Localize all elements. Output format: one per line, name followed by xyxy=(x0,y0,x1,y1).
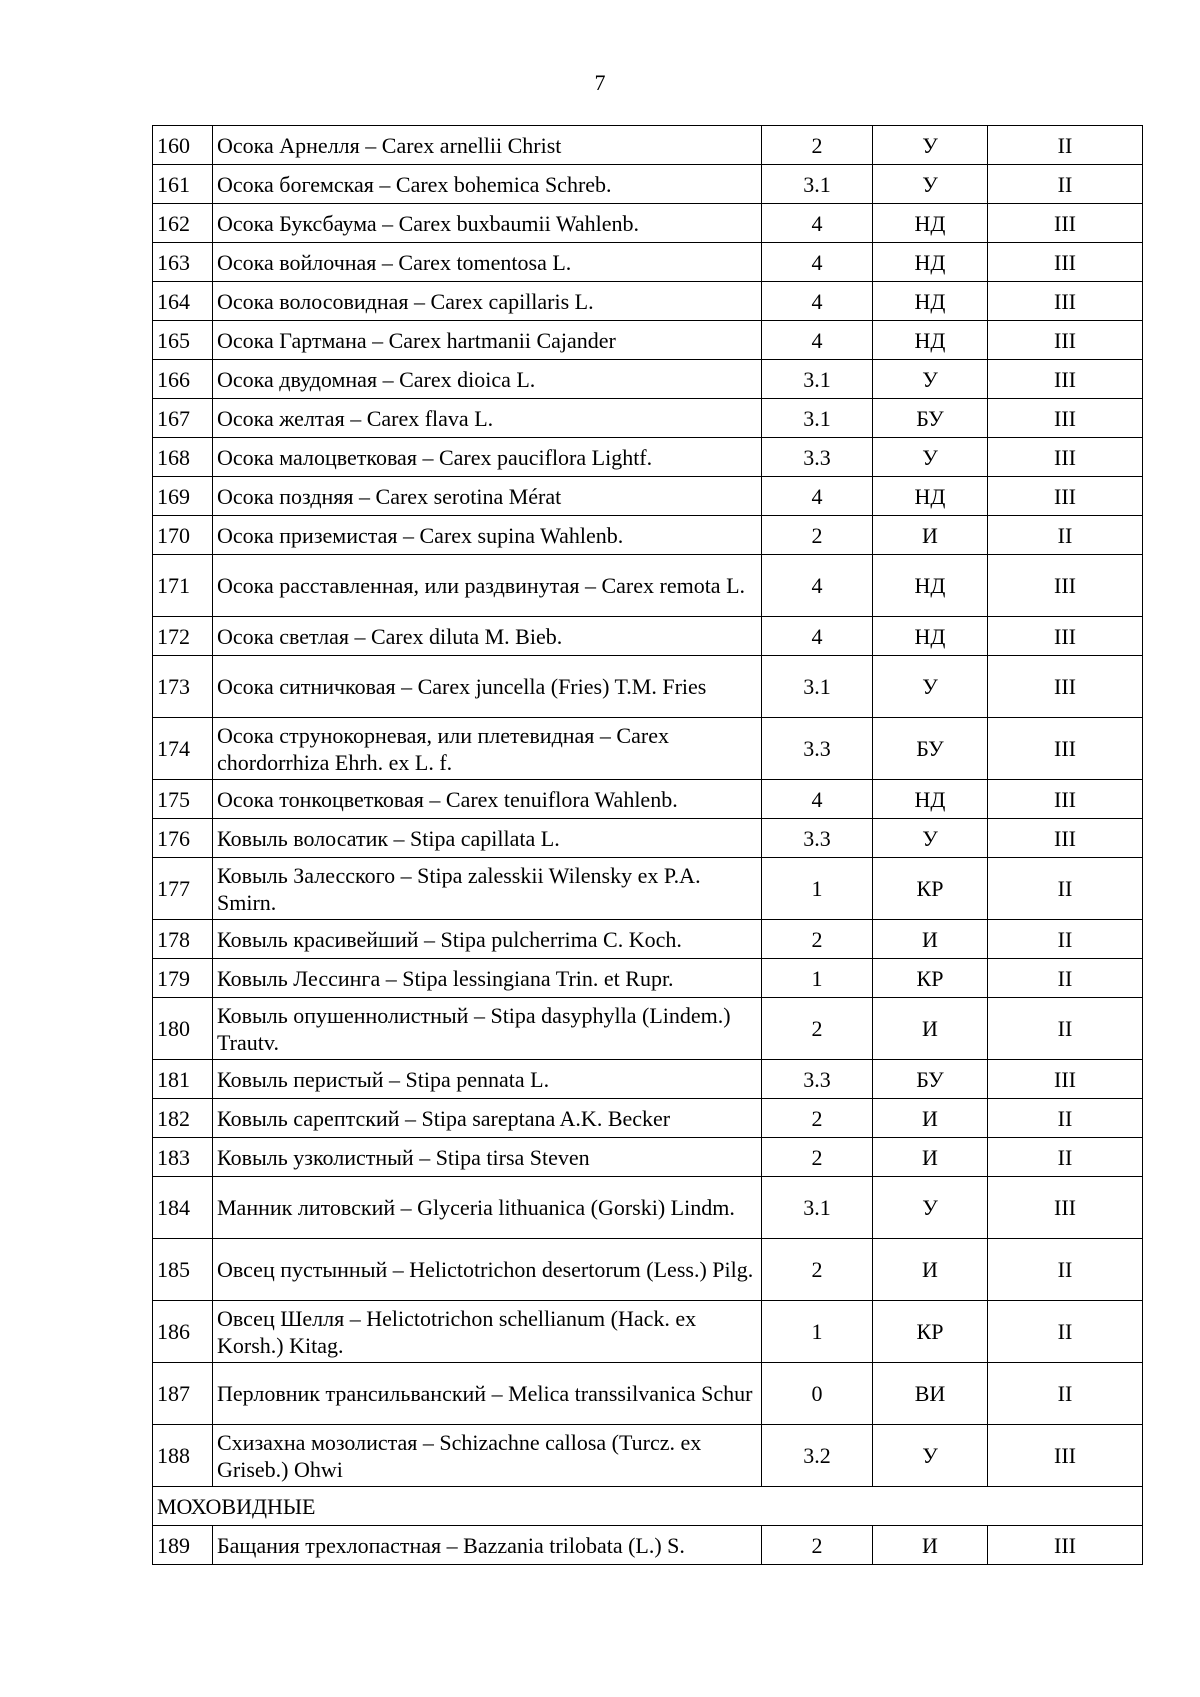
row-number: 180 xyxy=(153,998,213,1060)
priority-cell: II xyxy=(988,516,1143,555)
table-row xyxy=(153,1363,1143,1425)
species-name: Ковыль опушеннолистный – Stipa dasyphylla (Lindem.) Trautv. xyxy=(213,998,762,1060)
species-name: Осока приземистая – Carex supina Wahlenb. xyxy=(213,516,762,555)
table-row xyxy=(153,399,1143,438)
table-row xyxy=(153,438,1143,477)
row-number: 174 xyxy=(153,718,213,780)
page-number: 7 xyxy=(594,70,606,95)
priority-cell: III xyxy=(988,204,1143,243)
category-cell: 0 xyxy=(762,1363,873,1425)
category-cell: 3.2 xyxy=(762,1425,873,1487)
row-number: 187 xyxy=(153,1363,213,1425)
table-row xyxy=(153,998,1143,1060)
category-cell: 3.1 xyxy=(762,1177,873,1239)
table-row xyxy=(153,819,1143,858)
category-cell: 4 xyxy=(762,243,873,282)
category-cell: 2 xyxy=(762,1138,873,1177)
species-name: Осока ситничковая – Carex juncella (Fries) T.M. Fries xyxy=(213,656,762,718)
priority-cell: II xyxy=(988,1138,1143,1177)
priority-cell: II xyxy=(988,126,1143,165)
status-cell: И xyxy=(873,920,988,959)
category-cell: 3.1 xyxy=(762,399,873,438)
row-number: 166 xyxy=(153,360,213,399)
priority-cell: III xyxy=(988,1425,1143,1487)
status-cell: И xyxy=(873,1526,988,1565)
table-row xyxy=(153,1425,1143,1487)
status-cell: НД xyxy=(873,555,988,617)
category-cell: 4 xyxy=(762,321,873,360)
row-number: 170 xyxy=(153,516,213,555)
category-cell: 4 xyxy=(762,204,873,243)
species-name: Осока волосовидная – Carex capillaris L. xyxy=(213,282,762,321)
category-cell: 4 xyxy=(762,780,873,819)
table-row xyxy=(153,920,1143,959)
species-name: Осока войлочная – Carex tomentosa L. xyxy=(213,243,762,282)
table-row xyxy=(153,1099,1143,1138)
priority-cell: III xyxy=(988,321,1143,360)
status-cell: У xyxy=(873,1177,988,1239)
species-name: Манник литовский – Glyceria lithuanica (Gorski) Lindm. xyxy=(213,1177,762,1239)
category-cell: 3.1 xyxy=(762,360,873,399)
priority-cell: II xyxy=(988,920,1143,959)
status-cell: У xyxy=(873,656,988,718)
row-number: 168 xyxy=(153,438,213,477)
species-name: Осока Гартмана – Carex hartmanii Cajander xyxy=(213,321,762,360)
species-name: Ковыль сарептский – Stipa sareptana A.K. Becker xyxy=(213,1099,762,1138)
priority-cell: III xyxy=(988,819,1143,858)
priority-cell: II xyxy=(988,1363,1143,1425)
status-cell: У xyxy=(873,438,988,477)
row-number: 161 xyxy=(153,165,213,204)
category-cell: 4 xyxy=(762,282,873,321)
row-number: 172 xyxy=(153,617,213,656)
category-cell: 3.1 xyxy=(762,656,873,718)
table-row xyxy=(153,243,1143,282)
priority-cell: II xyxy=(988,858,1143,920)
table-row xyxy=(153,126,1143,165)
table-row xyxy=(153,617,1143,656)
category-cell: 3.3 xyxy=(762,718,873,780)
status-cell: И xyxy=(873,998,988,1060)
status-cell: У xyxy=(873,126,988,165)
status-cell: У xyxy=(873,819,988,858)
status-cell: И xyxy=(873,1138,988,1177)
priority-cell: II xyxy=(988,998,1143,1060)
priority-cell: III xyxy=(988,1177,1143,1239)
table-row xyxy=(153,1177,1143,1239)
status-cell: НД xyxy=(873,204,988,243)
table-row xyxy=(153,516,1143,555)
priority-cell: III xyxy=(988,360,1143,399)
status-cell: КР xyxy=(873,959,988,998)
species-name: Овсец Шелля – Helictotrichon schellianum (Hack. ex Korsh.) Kitag. xyxy=(213,1301,762,1363)
species-name: Ковыль Лессинга – Stipa lessingiana Trin. et Rupr. xyxy=(213,959,762,998)
status-cell: ВИ xyxy=(873,1363,988,1425)
table-row xyxy=(153,282,1143,321)
category-cell: 1 xyxy=(762,959,873,998)
status-cell: НД xyxy=(873,780,988,819)
row-number: 167 xyxy=(153,399,213,438)
status-cell: НД xyxy=(873,243,988,282)
priority-cell: III xyxy=(988,282,1143,321)
row-number: 183 xyxy=(153,1138,213,1177)
row-number: 182 xyxy=(153,1099,213,1138)
priority-cell: III xyxy=(988,438,1143,477)
row-number: 177 xyxy=(153,858,213,920)
species-name: Осока тонкоцветковая – Carex tenuiflora Wahlenb. xyxy=(213,780,762,819)
priority-cell: II xyxy=(988,1301,1143,1363)
priority-cell: III xyxy=(988,1526,1143,1565)
row-number: 162 xyxy=(153,204,213,243)
priority-cell: II xyxy=(988,1099,1143,1138)
priority-cell: II xyxy=(988,165,1143,204)
category-cell: 4 xyxy=(762,555,873,617)
status-cell: НД xyxy=(873,617,988,656)
table-row xyxy=(153,780,1143,819)
species-name: Ковыль узколистный – Stipa tirsa Steven xyxy=(213,1138,762,1177)
row-number: 173 xyxy=(153,656,213,718)
species-name: Ковыль красивейший – Stipa pulcherrima C. Koch. xyxy=(213,920,762,959)
table-row xyxy=(153,959,1143,998)
species-name: Осока поздняя – Carex serotina Mérat xyxy=(213,477,762,516)
species-name: Осока богемская – Carex bohemica Schreb. xyxy=(213,165,762,204)
priority-cell: III xyxy=(988,780,1143,819)
category-cell: 2 xyxy=(762,1526,873,1565)
table-row xyxy=(153,1526,1143,1565)
status-cell: У xyxy=(873,360,988,399)
table-row xyxy=(153,1060,1143,1099)
status-cell: НД xyxy=(873,321,988,360)
status-cell: И xyxy=(873,516,988,555)
priority-cell: II xyxy=(988,1239,1143,1301)
row-number: 178 xyxy=(153,920,213,959)
status-cell: НД xyxy=(873,477,988,516)
category-cell: 4 xyxy=(762,477,873,516)
row-number: 176 xyxy=(153,819,213,858)
status-cell: КР xyxy=(873,858,988,920)
priority-cell: III xyxy=(988,477,1143,516)
species-name: Ковыль волосатик – Stipa capillata L. xyxy=(213,819,762,858)
table-row xyxy=(153,204,1143,243)
row-number: 175 xyxy=(153,780,213,819)
species-name: Осока желтая – Carex flava L. xyxy=(213,399,762,438)
category-cell: 3.3 xyxy=(762,438,873,477)
table-row xyxy=(153,321,1143,360)
category-cell: 2 xyxy=(762,920,873,959)
species-name: Осока расставленная, или раздвинутая – Carex remota L. xyxy=(213,555,762,617)
row-number: 163 xyxy=(153,243,213,282)
category-cell: 2 xyxy=(762,126,873,165)
status-cell: У xyxy=(873,165,988,204)
priority-cell: III xyxy=(988,1060,1143,1099)
table-row xyxy=(153,1239,1143,1301)
table-row xyxy=(153,360,1143,399)
category-cell: 2 xyxy=(762,1239,873,1301)
species-name: Овсец пустынный – Helictotrichon desertorum (Less.) Pilg. xyxy=(213,1239,762,1301)
row-number: 188 xyxy=(153,1425,213,1487)
status-cell: И xyxy=(873,1239,988,1301)
priority-cell: III xyxy=(988,243,1143,282)
category-cell: 2 xyxy=(762,998,873,1060)
table-row xyxy=(153,477,1143,516)
row-number: 186 xyxy=(153,1301,213,1363)
status-cell: КР xyxy=(873,1301,988,1363)
priority-cell: III xyxy=(988,617,1143,656)
species-name: Осока двудомная – Carex dioica L. xyxy=(213,360,762,399)
priority-cell: III xyxy=(988,555,1143,617)
row-number: 169 xyxy=(153,477,213,516)
table-row xyxy=(153,718,1143,780)
table-row xyxy=(153,165,1143,204)
row-number: 165 xyxy=(153,321,213,360)
category-cell: 4 xyxy=(762,617,873,656)
table-row xyxy=(153,656,1143,718)
species-name: Ковыль перистый – Stipa pennata L. xyxy=(213,1060,762,1099)
status-cell: БУ xyxy=(873,1060,988,1099)
species-name: Осока струнокорневая, или плетевидная – Carex chordorrhiza Ehrh. ex L. f. xyxy=(213,718,762,780)
priority-cell: II xyxy=(988,959,1143,998)
species-name: Схизахна мозолистая – Schizachne callosa (Turcz. ex Griseb.) Ohwi xyxy=(213,1425,762,1487)
table-row xyxy=(153,1138,1143,1177)
priority-cell: III xyxy=(988,656,1143,718)
row-number: 181 xyxy=(153,1060,213,1099)
species-name: Бащания трехлопастная – Bazzania trilobata (L.) S. xyxy=(213,1526,762,1565)
table-row xyxy=(153,1301,1143,1363)
category-cell: 1 xyxy=(762,1301,873,1363)
table-row xyxy=(153,858,1143,920)
species-name: Перловник трансильванский – Melica transsilvanica Schur xyxy=(213,1363,762,1425)
status-cell: БУ xyxy=(873,718,988,780)
species-name: Осока малоцветковая – Carex pauciflora Lightf. xyxy=(213,438,762,477)
species-name: Осока Арнелля – Carex arnellii Christ xyxy=(213,126,762,165)
species-name: Ковыль Залесского – Stipa zalesskii Wilensky ex P.A. Smirn. xyxy=(213,858,762,920)
category-cell: 2 xyxy=(762,1099,873,1138)
category-cell: 2 xyxy=(762,516,873,555)
category-cell: 3.1 xyxy=(762,165,873,204)
section-row xyxy=(153,1487,1143,1526)
status-cell: И xyxy=(873,1099,988,1138)
section-title: МОХОВИДНЫЕ xyxy=(153,1487,1143,1526)
species-name: Осока светлая – Carex diluta M. Bieb. xyxy=(213,617,762,656)
status-cell: БУ xyxy=(873,399,988,438)
category-cell: 1 xyxy=(762,858,873,920)
table-row xyxy=(153,555,1143,617)
priority-cell: III xyxy=(988,399,1143,438)
row-number: 185 xyxy=(153,1239,213,1301)
row-number: 164 xyxy=(153,282,213,321)
priority-cell: III xyxy=(988,718,1143,780)
status-cell: У xyxy=(873,1425,988,1487)
row-number: 189 xyxy=(153,1526,213,1565)
row-number: 171 xyxy=(153,555,213,617)
row-number: 184 xyxy=(153,1177,213,1239)
status-cell: НД xyxy=(873,282,988,321)
row-number: 160 xyxy=(153,126,213,165)
category-cell: 3.3 xyxy=(762,1060,873,1099)
species-table xyxy=(152,125,1143,1565)
species-name: Осока Буксбаума – Carex buxbaumii Wahlenb. xyxy=(213,204,762,243)
category-cell: 3.3 xyxy=(762,819,873,858)
row-number: 179 xyxy=(153,959,213,998)
